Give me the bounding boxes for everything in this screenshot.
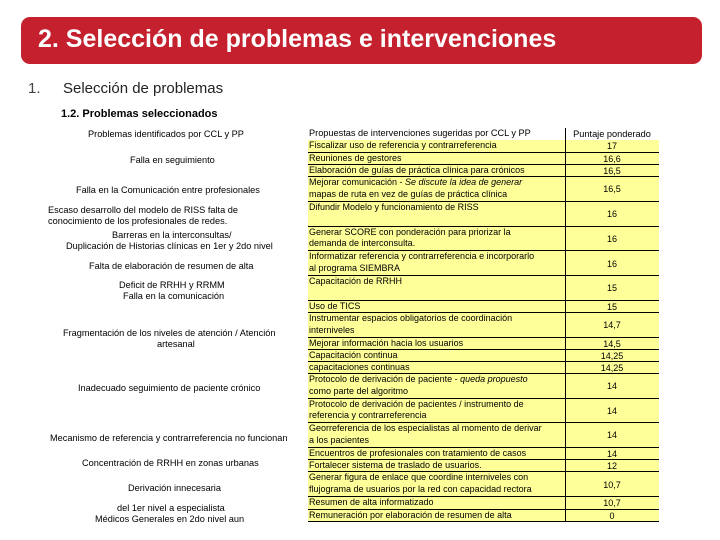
intervention-line	[309, 238, 565, 250]
problems-header: Problemas identificados por CCL y PP	[88, 129, 244, 139]
intervention-line-text: Instrumentar espacios obligatorios de coordinación	[309, 313, 513, 323]
score-cell: 14,25	[600, 363, 624, 373]
intervention-text	[308, 313, 565, 336]
score-cell: 15	[606, 283, 617, 294]
intervention-text	[308, 140, 565, 152]
score-cell: 14,25	[600, 350, 624, 361]
score-cell: 14,5	[603, 338, 621, 349]
intervention-line	[309, 510, 565, 522]
intervention-text	[308, 423, 565, 446]
intervention-line-text: Fortalecer sistema de traslado de usuarios.	[309, 460, 482, 470]
score-cell: 16	[606, 258, 617, 269]
intervention-text	[308, 399, 565, 422]
table-header-row	[308, 128, 659, 140]
intervention-line-text: interniveles	[309, 324, 355, 335]
slide-subtitle: Selección de problemas	[63, 80, 224, 97]
intervention-line-text: Elaboración de guías de práctica clínica para crónicos	[309, 164, 525, 175]
intervention-line	[309, 350, 565, 362]
problem-label: Falla en la Comunicación entre profesionales	[76, 185, 260, 195]
table-row	[308, 140, 659, 153]
intervention-line-text: Generar SCORE con ponderación para priorizar la	[309, 226, 511, 237]
intervention-line	[309, 386, 565, 398]
score-cell: 16	[606, 209, 617, 219]
intervention-line-text: Mejorar comunicación -	[309, 177, 406, 187]
intervention-line	[309, 497, 565, 509]
intervention-line-text: demanda de interconsulta.	[309, 238, 416, 248]
intervention-line	[309, 460, 565, 472]
table-row	[308, 460, 659, 472]
intervention-line	[309, 325, 565, 337]
column-divider	[565, 128, 566, 522]
problem-label: Inadecuado seguimiento de paciente crónico	[78, 383, 261, 393]
table-row	[308, 399, 659, 424]
intervention-text	[308, 448, 565, 460]
problem-label: Mecanismo de referencia y contrarreferencia no funcionan	[50, 433, 288, 443]
intervention-text	[308, 177, 565, 200]
table-row	[308, 165, 659, 178]
table-row	[308, 202, 659, 227]
intervention-line	[309, 374, 565, 386]
intervention-line	[309, 251, 565, 263]
intervention-line	[309, 227, 565, 239]
table-row	[308, 301, 659, 314]
intervention-line-text: a los pacientes	[309, 434, 370, 445]
table-row	[308, 448, 659, 461]
table-row	[308, 497, 659, 510]
intervention-text	[308, 350, 565, 362]
problem-label: artesanal	[157, 339, 195, 349]
intervention-line-text: referencia y contrarreferencia	[309, 410, 427, 420]
intervention-line-text: Georreferencia de los especialistas al momento de derivar	[309, 423, 542, 433]
intervention-line-text: Protocolo de derivación de pacientes / instrumento de	[309, 398, 524, 409]
intervention-line-text: capacitaciones continuas	[309, 362, 410, 372]
problem-label: Barreras en la interconsultas/	[112, 230, 232, 240]
intervention-text	[308, 227, 565, 250]
problem-label: Médicos Generales en 2do nivel aun	[95, 514, 245, 524]
intervention-italic-note: Se discute la idea de generar	[405, 177, 523, 187]
table-row	[308, 227, 659, 252]
intervention-line-text: Encuentros de profesionales con tratamiento de casos	[309, 447, 527, 458]
intervention-line-text: Reuniones de gestores	[309, 152, 402, 163]
intervention-line-text: al programa SIEMBRA	[309, 262, 401, 273]
intervention-line-text: Uso de TICS	[309, 300, 361, 311]
intervention-line	[309, 472, 565, 484]
intervention-line	[309, 165, 565, 177]
problem-label: Concentración de RRHH en zonas urbanas	[82, 458, 259, 468]
problem-label: Escaso desarrollo del modelo de RISS falta de	[48, 205, 238, 215]
table-row	[308, 472, 659, 497]
intervention-text	[308, 153, 565, 165]
intervention-line	[309, 263, 565, 275]
score-cell: 10,7	[603, 498, 621, 509]
intervention-line	[309, 435, 565, 447]
intervention-line-text: Generar figura de enlace que coordine interniveles con	[309, 472, 529, 482]
intervention-line	[309, 276, 565, 288]
score-cell: 15	[606, 301, 617, 312]
intervention-line	[309, 338, 565, 350]
table-row	[308, 350, 659, 363]
score-cell: 14	[606, 381, 617, 392]
intervention-line	[309, 177, 565, 189]
table-row	[308, 276, 659, 301]
intervention-line-text: flujograma de usuarios por la red con capacidad rectora	[309, 483, 532, 494]
score-cell: 16	[606, 233, 617, 244]
interventions-header: Propuestas de intervenciones sugeridas por CCL y PP	[309, 128, 531, 138]
score-cell: 0	[609, 510, 615, 521]
intervention-text	[308, 276, 565, 288]
intervention-text	[308, 510, 565, 522]
problem-label: Falla en la comunicación	[123, 291, 225, 301]
intervention-line	[309, 448, 565, 460]
intervention-line-text: Difundir Modelo y funcionamiento de RISS	[309, 201, 479, 212]
intervention-line-text: mapas de ruta en vez de guías de práctica clínica	[309, 188, 508, 199]
intervention-text	[308, 362, 565, 374]
problem-label: conocimiento de los profesionales de redes.	[48, 216, 228, 226]
table-row	[308, 251, 659, 276]
intervention-line	[309, 313, 565, 325]
table-row	[308, 338, 659, 350]
intervention-line-text: Fiscalizar uso de referencia y contrarreferencia	[309, 140, 497, 150]
score-cell: 12	[606, 461, 617, 471]
score-cell: 14,7	[603, 320, 621, 331]
problem-label: Derivación innecesaria	[128, 483, 221, 493]
intervention-line	[309, 410, 565, 422]
intervention-italic-note: queda propuesto	[460, 374, 528, 384]
intervention-line	[309, 423, 565, 435]
intervention-text	[308, 165, 565, 177]
table-row	[308, 374, 659, 399]
intervention-line	[309, 484, 565, 496]
title-banner	[21, 17, 702, 64]
intervention-line-text: Resumen de alta informatizado	[309, 497, 434, 507]
intervention-line	[309, 189, 565, 201]
intervention-text	[308, 497, 565, 509]
table-row	[308, 362, 659, 374]
problem-label: Duplicación de Historias clínicas en 1er y 2do nivel	[66, 241, 273, 251]
intervention-text	[308, 202, 565, 214]
intervention-line-text: Capacitación de RRHH	[309, 276, 403, 286]
score-cell: 16,5	[603, 184, 621, 195]
intervention-text	[308, 472, 565, 495]
interventions-table	[308, 128, 659, 522]
intervention-line-text: como parte del algoritmo	[309, 385, 409, 396]
intervention-line	[309, 202, 565, 214]
problem-label: Deficit de RRHH y RRMM	[119, 280, 225, 290]
intervention-line	[309, 153, 565, 165]
intervention-text	[308, 338, 565, 350]
table-row	[308, 423, 659, 448]
intervention-text	[308, 374, 565, 397]
table-row	[308, 313, 659, 338]
score-cell: 16,5	[603, 165, 621, 176]
score-cell: 14	[606, 405, 617, 416]
intervention-line	[309, 362, 565, 374]
slide-title: 2. Selección de problemas e intervenciones	[38, 25, 557, 53]
problem-label: Falta de elaboración de resumen de alta	[89, 261, 254, 271]
table-row	[308, 510, 659, 522]
intervention-text	[308, 301, 565, 313]
score-cell: 10,7	[603, 479, 621, 490]
table-row	[308, 153, 659, 165]
intervention-line	[309, 140, 565, 152]
section-heading: 1.2. Problemas seleccionados	[61, 108, 218, 120]
table-row	[308, 177, 659, 202]
list-number: 1.	[28, 80, 41, 97]
score-cell: 14	[606, 430, 617, 441]
intervention-line-text: Protocolo de derivación de paciente -	[309, 374, 461, 384]
problem-label: Fragmentación de los niveles de atención / Atención	[63, 328, 276, 338]
score-header: Puntaje ponderado	[573, 129, 651, 139]
score-cell: 17	[606, 141, 617, 152]
intervention-line-text: Remuneración por elaboración de resumen de alta	[309, 509, 512, 520]
problem-label: Falla en seguimiento	[130, 155, 215, 165]
intervention-line-text: Mejorar información hacia los usuarios	[309, 337, 464, 348]
intervention-line-text: Informatizar referencia y contrarreferencia e incorporarlo	[309, 251, 535, 261]
intervention-line	[309, 399, 565, 411]
score-cell: 14	[606, 448, 617, 459]
intervention-line-text: Capacitación continua	[309, 349, 398, 360]
problem-label: del 1er nivel a especialista	[117, 503, 225, 513]
intervention-line	[309, 301, 565, 313]
intervention-text	[308, 251, 565, 274]
score-cell: 16,6	[603, 153, 621, 164]
intervention-text	[308, 460, 565, 472]
